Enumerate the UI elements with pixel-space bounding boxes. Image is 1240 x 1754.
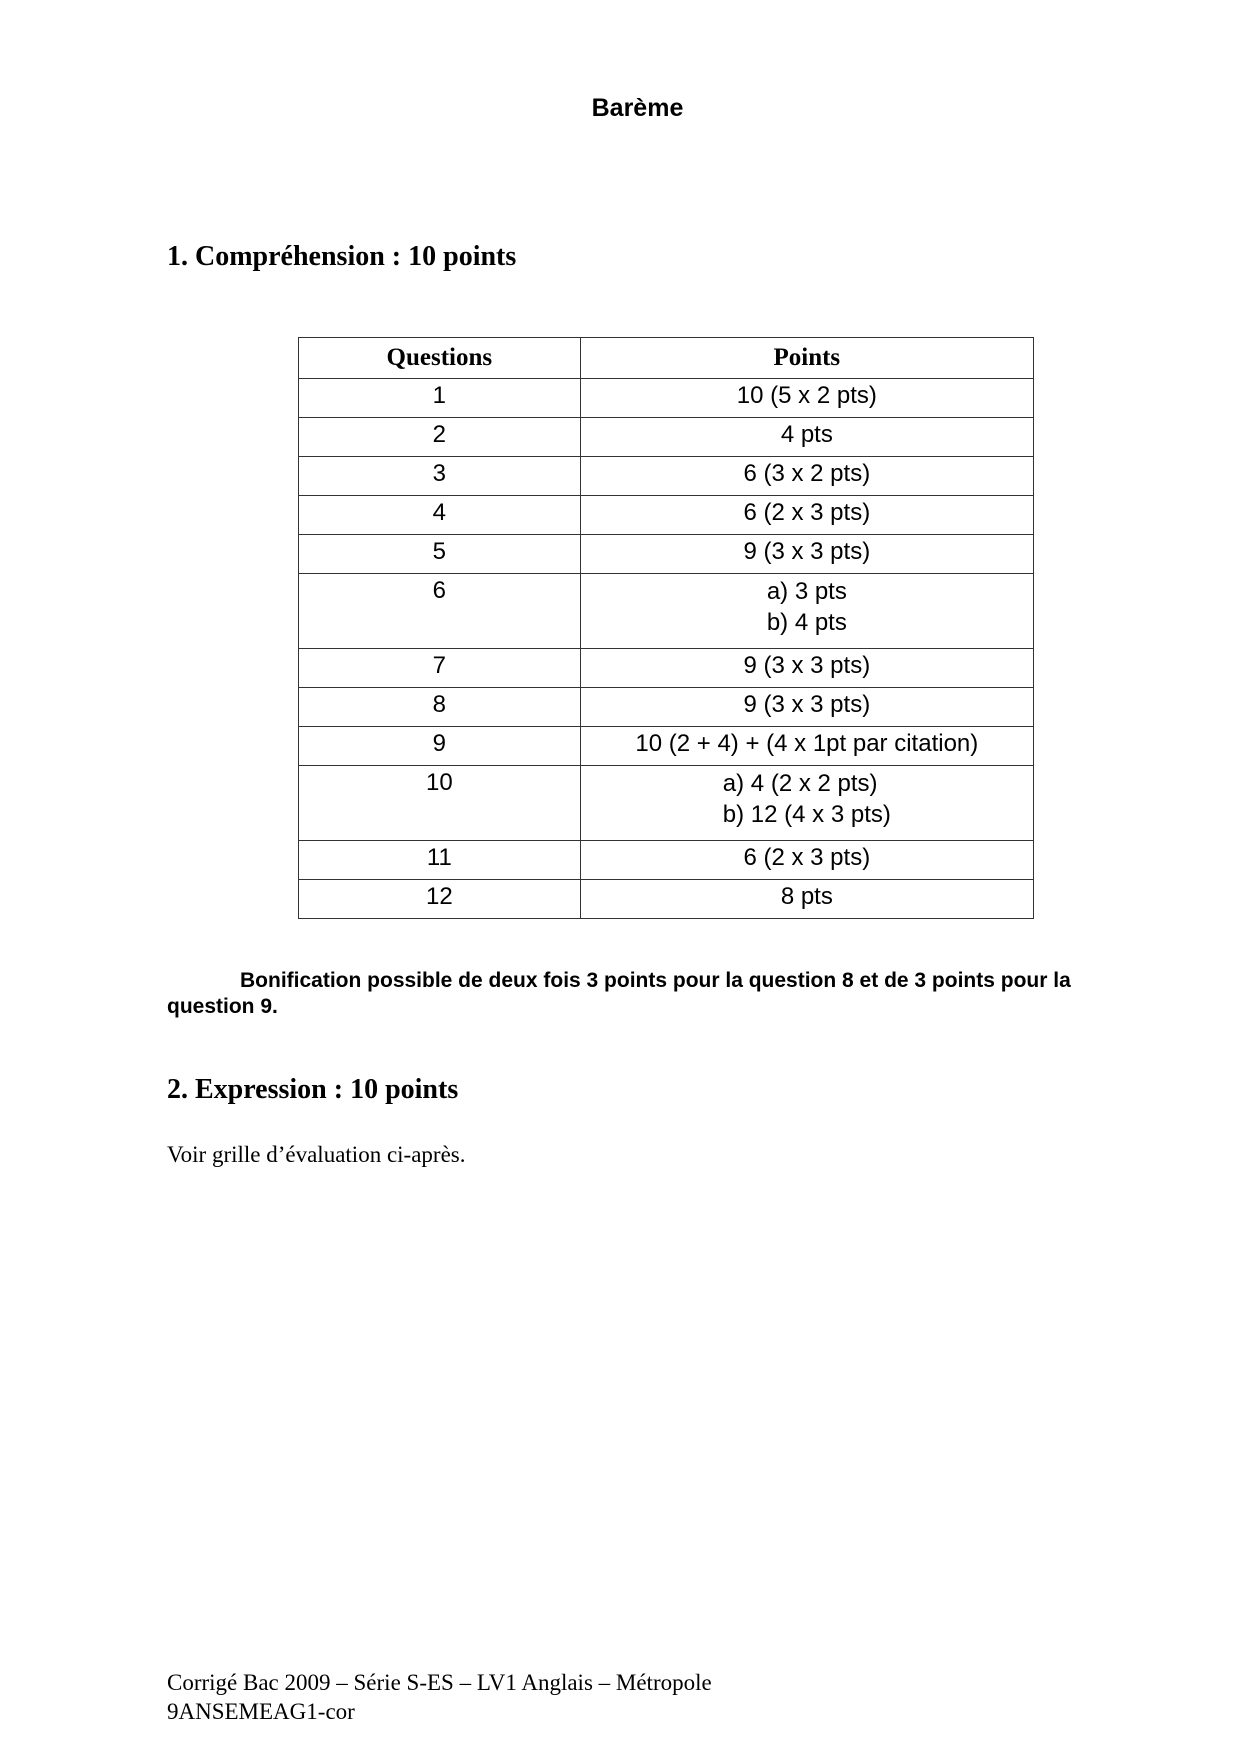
table-row (299, 766, 1034, 841)
question-number-cell: 3 (299, 457, 581, 496)
question-number-cell: 2 (299, 418, 581, 457)
points-cell: 6 (2 x 3 pts) (580, 841, 1033, 880)
table-row (299, 496, 1034, 535)
expression-instructions: Voir grille d’évaluation ci-après. (167, 1142, 466, 1167)
footer-line-1: Corrigé Bac 2009 – Série S-ES – LV1 Anglais – Métropole (167, 1670, 712, 1695)
points-sub-item: a) 3 pts (766, 578, 847, 605)
points-sub-item: b) 4 pts (766, 609, 847, 636)
question-number-cell: 5 (299, 535, 581, 574)
section-heading-comprehension: 1. Compréhension : 10 points (167, 241, 517, 272)
table-row (299, 379, 1034, 418)
points-cell (580, 574, 1033, 649)
column-header-questions: Questions (299, 338, 581, 379)
table-row (299, 727, 1034, 766)
question-number-cell: 12 (299, 880, 581, 919)
table-header-row (299, 338, 1034, 379)
question-number-cell: 9 (299, 727, 581, 766)
table-row (299, 535, 1034, 574)
points-sub-item: a) 4 (2 x 2 pts) (722, 770, 878, 797)
points-cell: 9 (3 x 3 pts) (580, 649, 1033, 688)
table-row (299, 688, 1034, 727)
section-heading-expression: 2. Expression : 10 points (167, 1074, 459, 1105)
footer-line-2: 9ANSEMEAG1-cor (167, 1699, 355, 1724)
question-number-cell: 7 (299, 649, 581, 688)
points-sub-item: b) 12 (4 x 3 pts) (722, 801, 891, 828)
points-cell: 10 (2 + 4) + (4 x 1pt par citation) (580, 727, 1033, 766)
points-cell: 9 (3 x 3 pts) (580, 535, 1033, 574)
points-cell (580, 766, 1033, 841)
points-cell: 6 (2 x 3 pts) (580, 496, 1033, 535)
scoring-table (298, 337, 1034, 919)
points-cell: 8 pts (580, 880, 1033, 919)
points-cell: 4 pts (580, 418, 1033, 457)
table-row (299, 649, 1034, 688)
table-row (299, 841, 1034, 880)
page-footer (167, 1668, 712, 1726)
question-number-cell: 11 (299, 841, 581, 880)
points-cell: 10 (5 x 2 pts) (580, 379, 1033, 418)
table-row (299, 418, 1034, 457)
table-body (299, 379, 1034, 919)
question-number-cell: 1 (299, 379, 581, 418)
page-title: Barème (591, 94, 684, 122)
points-sub-list (767, 576, 847, 638)
points-cell: 6 (3 x 2 pts) (580, 457, 1033, 496)
table-row (299, 457, 1034, 496)
points-cell: 9 (3 x 3 pts) (580, 688, 1033, 727)
bonus-note: Bonification possible de deux fois 3 points pour la question 8 et de 3 points pour la question 9. (167, 969, 1071, 1018)
table-row (299, 574, 1034, 649)
question-number-cell: 10 (299, 766, 581, 841)
question-number-cell: 6 (299, 574, 581, 649)
points-sub-list (723, 768, 891, 830)
table-row (299, 880, 1034, 919)
question-number-cell: 8 (299, 688, 581, 727)
column-header-points: Points (580, 338, 1033, 379)
question-number-cell: 4 (299, 496, 581, 535)
